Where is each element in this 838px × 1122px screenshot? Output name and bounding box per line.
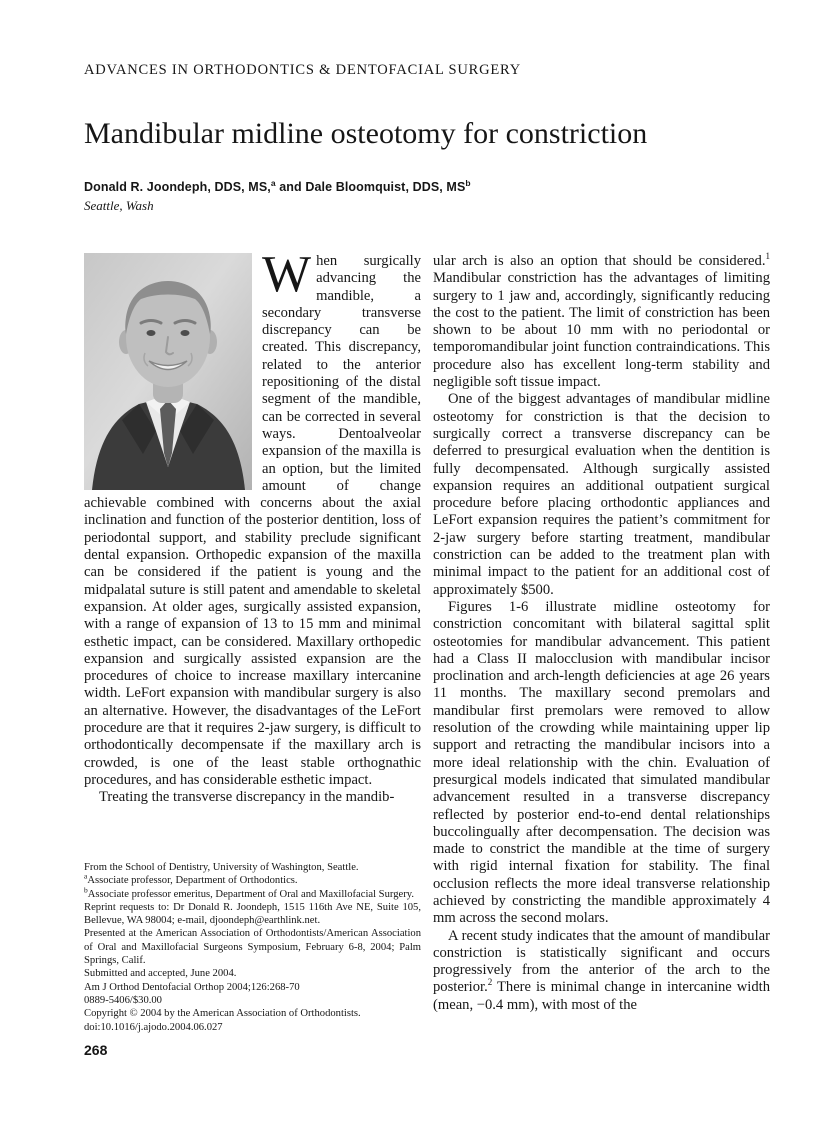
text-run: doi:10.1016/j.ajodo.2004.06.027 [84,1021,223,1033]
column-right [433,253,770,1014]
article-title: Mandibular midline osteotomy for constriction [84,117,648,150]
text-run: Reprint requests to: Dr Donald R. Joondeph, 1515 116th Ave NE, Suite 105, Bellevue, WA 98004; e-mail, djoondeph@earthlink.net. [84,901,421,927]
text-run: Presented at the American Association of Orthodontists/American Association of Oral and Maxillofacial Surgeons Symposium, February 6-8, 2004; Palm Springs, Calif. [84,928,421,967]
text-run: From the School of Dentistry, University of Washington, Seattle. [84,862,359,873]
footnote-line [84,861,421,874]
footnote-line [84,885,421,901]
superscript-ref: b [465,177,471,188]
paragraph [433,391,770,599]
author-photo [84,253,252,490]
text-run: and Dale Bloomquist, DDS, MS [275,180,466,194]
paragraph [433,928,770,1014]
footnote-line [84,927,421,967]
footnote-line [84,994,421,1007]
page-number: 268 [84,1042,108,1058]
paragraph [433,253,770,391]
text-run: A recent study indicates that the amount of mandibular constriction is statistically significant and occurs progressively from the anterior of the arch to the posterior. [433,927,770,996]
text-run: hen surgically advancing the mandible, a secondary transverse discrepancy can be created. This discrepancy, related to the anterior repositioning of the distal segment of the mandible, can be corrected in several ways. Dentoalveolar expansion of the maxilla is an option, but the limited amount of change achievable combined with concerns about the axial inclination and function of the posterior dentition, loss of periodontal support, and stability preclude significant dental expansion. Orthopedic expansion of the maxilla can be considered if the patient is young and the midpalatal suture is still patent and amendable to skeletal expansion. At older ages, surgically assisted expansion, with a range of expansion of 13 to 15 mm and minimal esthetic impact, can be considered. Maxillary orthopedic expansion and surgically assisted expansion are the procedures of choice to increase maxillary intercanine width. LeFort expansion with mandibular surgery is also an alternative. However, the disadvantages of the LeFort procedure are that it requires 2-jaw surgery, is difficult to orthodontically decompensate if the maxillary arch is crowded, is one of the least stable orthognathic procedures, and has considerable esthetic impact. [84,253,421,788]
text-run: Am J Orthod Dentofacial Orthop 2004;126:268-70 [84,981,300,993]
dropcap-letter: W [262,246,312,303]
text-run: Donald R. Joondeph, DDS, MS, [84,180,271,194]
author-location: Seattle, Wash [84,198,154,213]
text-run: Associate professor, Department of Orthodontics. [87,875,298,887]
author-line [84,177,471,194]
footnotes-block [84,861,421,1034]
footnote-line [84,901,421,928]
text-run: Figures 1-6 illustrate midline osteotomy for constriction concomitant with bilateral sagittal split osteotomies for mandibular advancement. This patient had a Class II malocclusion with mandibular incisor proclination and arch-length deficiencies at age 26 years 11 months. The maxillary second premolars and mandibular first premolars were removed to allow resolution of the crowding while maintaining upper lip support and retracting the mandibular incisors into a more ideal relationship with the chin. Evaluation of presurgical models indicated that simulated mandibular advancement resulted in a transverse discrepancy reflected by posterior end-to-end dental relationships buccolingually after decompensation. The decision was made to constrict the mandible at the time of surgery with rigid internal fixation for stability. The final occlusion reflects the more ideal transverse relationship achieved by constricting the mandible approximately 4 mm across the second molars. [433,598,770,927]
text-run: ular arch is also an option that should be considered. [433,253,766,269]
author-portrait-image [84,253,252,490]
text-run: There is minimal change in intercanine width (mean, −0.4 mm), with most of the [433,979,770,1013]
text-run: Copyright © 2004 by the American Association of Orthodontists. [84,1008,361,1020]
footnote-line [84,871,421,887]
footnote-line [84,1021,421,1034]
running-head: ADVANCES IN ORTHODONTICS & DENTOFACIAL SURGERY [84,62,521,78]
superscript-ref: 2 [487,977,493,988]
text-run: 0889-5406/$30.00 [84,994,162,1006]
superscript-ref: a [270,177,276,188]
text-run: Submitted and accepted, June 2004. [84,968,237,980]
text-run: One of the biggest advantages of mandibular midline osteotomy for constriction is that the decision to surgically correct a transverse discrepancy can be deferred to presurgical evaluation when the dentition is fully decompensated. Although surgically assisted expansion requires an additional outpatient surgical procedure before placing orthodontic appliances and LeFort expansion requires the patient’s commitment for 2-jaw surgery before starting treatment, mandibular constriction can be added to the treatment plan with minimal impact to the patient for an additional cost of approximately $500. [433,391,770,598]
superscript-ref: 1 [765,251,770,262]
superscript-ref: b [84,885,88,895]
footnote-line [84,967,421,980]
column-left [84,246,421,1053]
footnote-line [84,1007,421,1020]
paragraph [433,599,770,928]
text-run: Associate professor emeritus, Department of Oral and Maxillofacial Surgery. [87,888,414,900]
paragraph: Treating the transverse discrepancy in the mandib- [99,789,395,806]
footnote-line [84,981,421,994]
superscript-ref: a [84,871,88,881]
text-run: Mandibular constriction has the advantages of limiting surgery to 1 jaw and, accordingly, significantly reducing the cost to the patient. The limit of constriction has been shown to be about 10 mm with no periodontal or temporomandibular joint function contraindications. This procedure also has excellent long-term stability and negligible soft tissue impact. [433,270,770,391]
